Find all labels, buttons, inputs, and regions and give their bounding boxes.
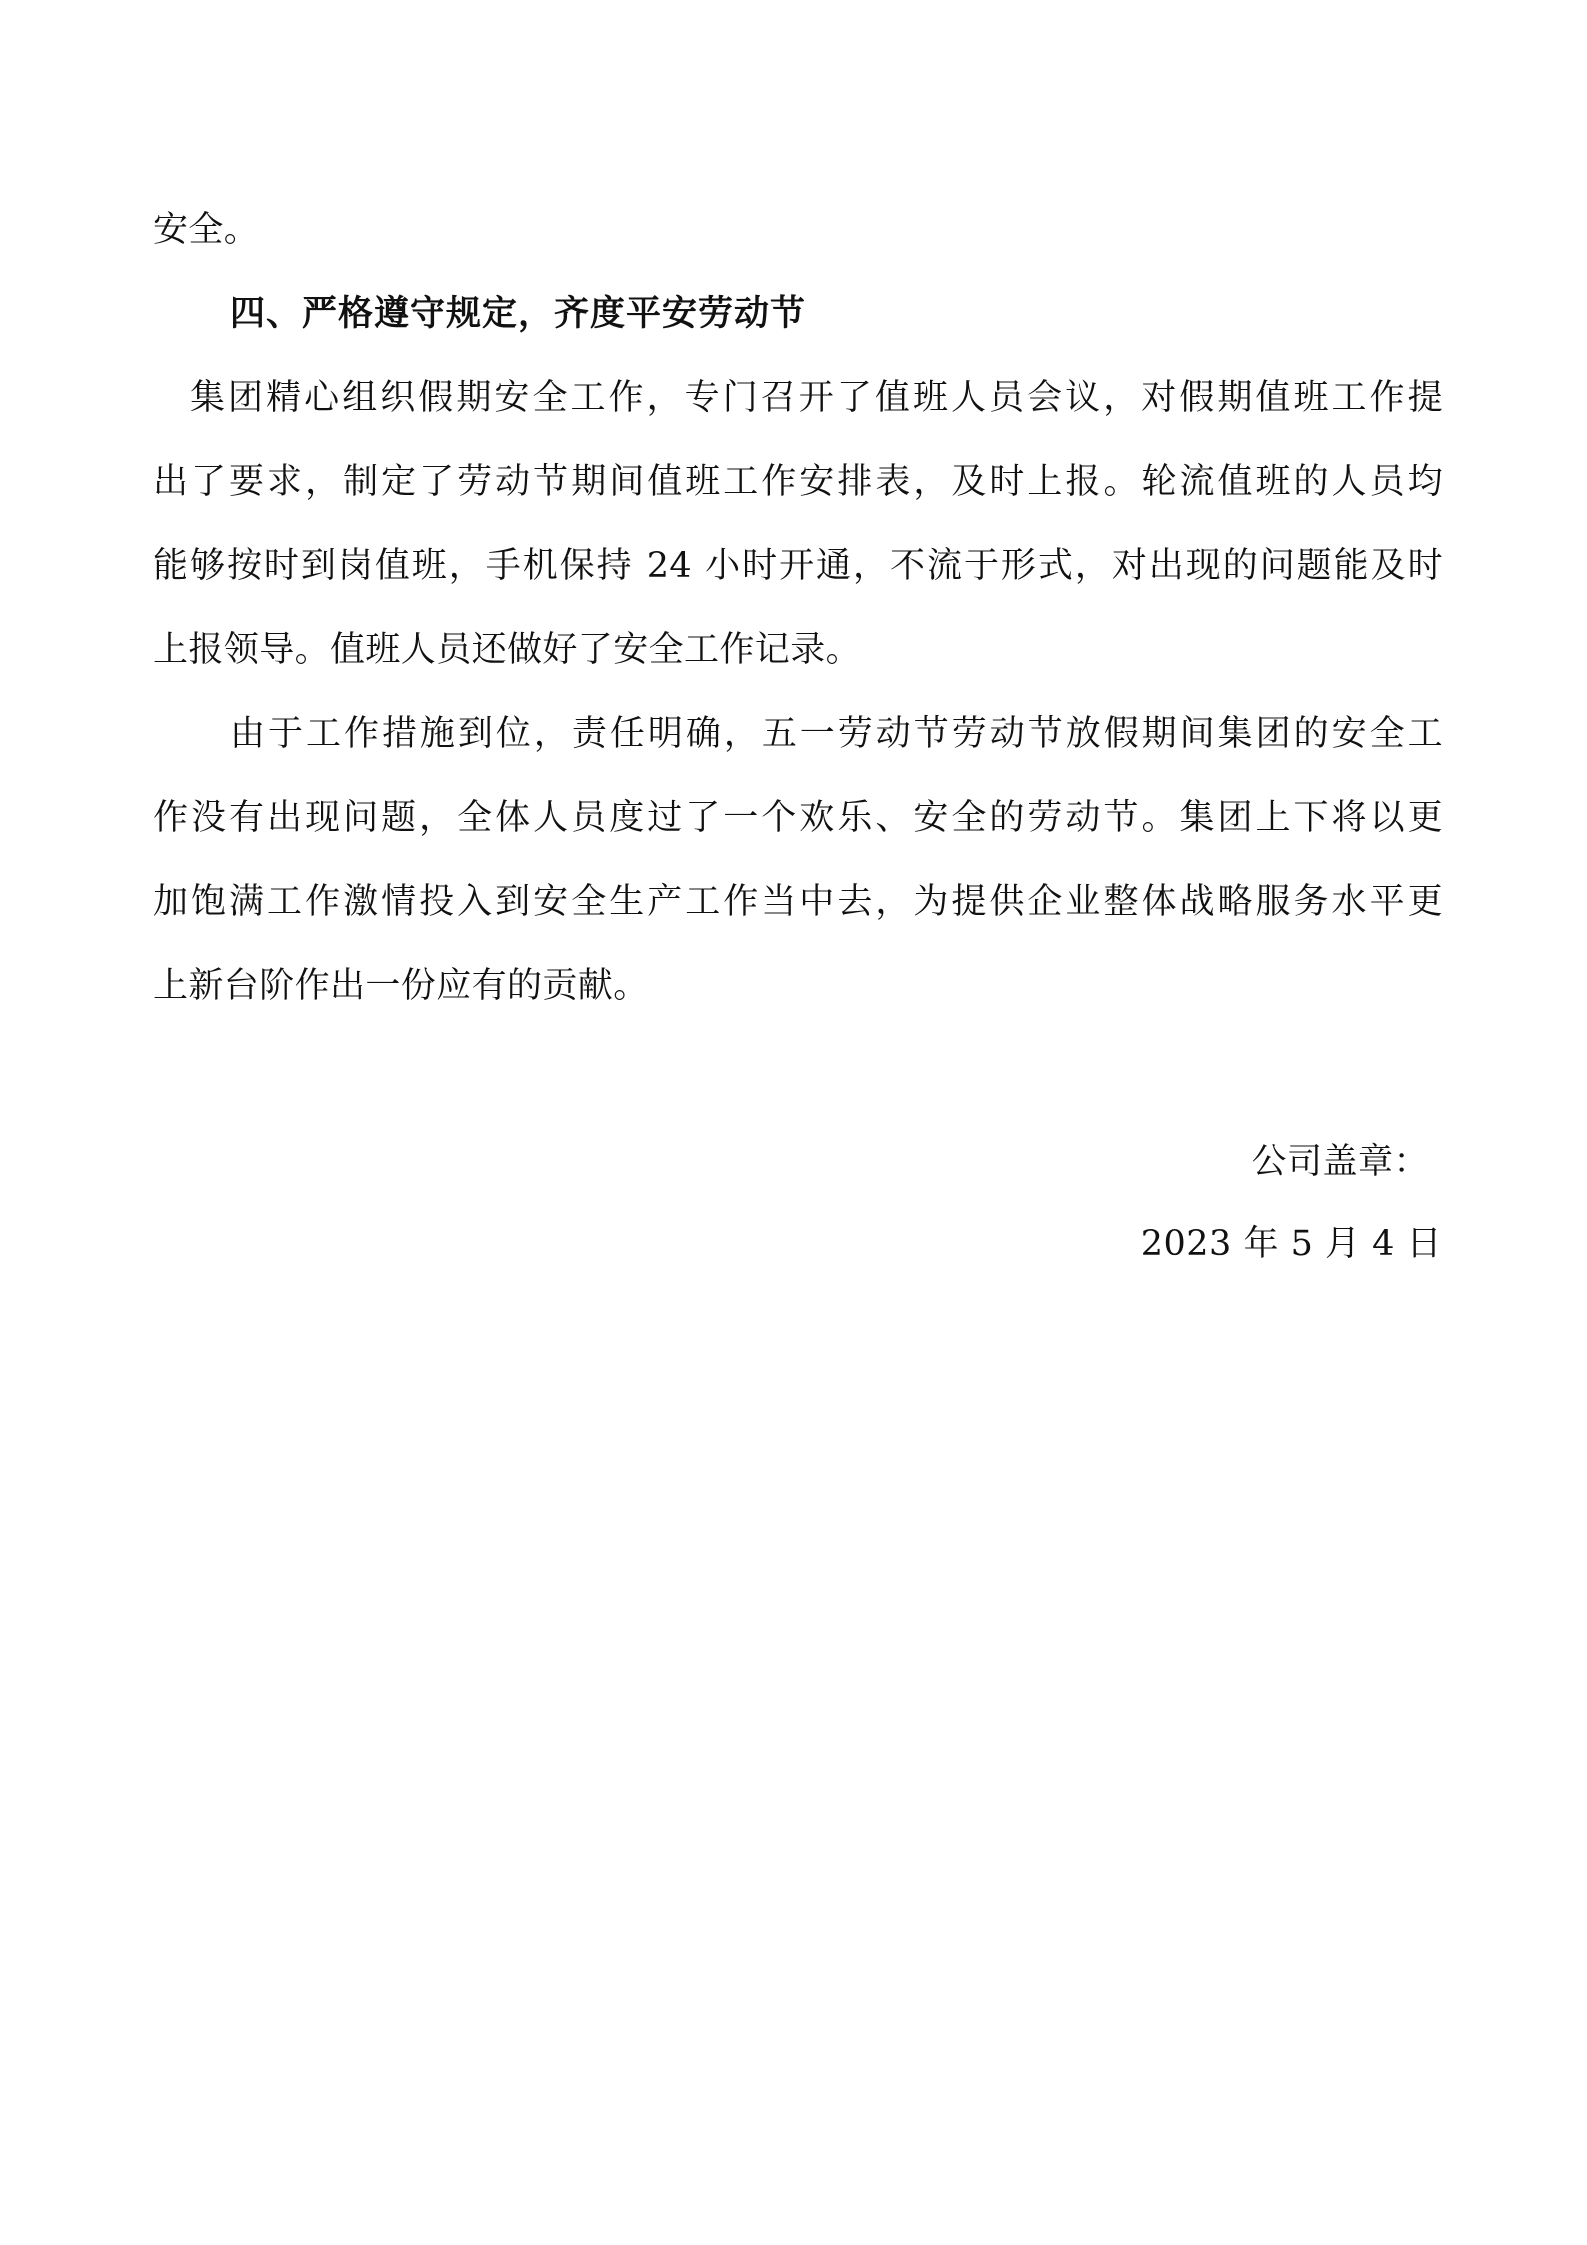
- continuation-text: 安全。: [153, 210, 260, 250]
- paragraph-1-line-3: 能够按时到岗值班，手机保持 24 小时开通，不流于形式，对出现的问题能及时: [153, 546, 1443, 586]
- paragraph-1-line-1: 集团精心组织假期安全工作，专门召开了值班人员会议，对假期值班工作提: [190, 378, 1443, 418]
- paragraph-2-line-3: 加饱满工作激情投入到安全生产工作当中去，为提供企业整体战略服务水平更: [153, 882, 1443, 922]
- paragraph-2-line-4: 上新台阶作出一份应有的贡献。: [153, 966, 649, 1006]
- paragraph-2-line-1: 由于工作措施到位，责任明确，五一劳动节劳动节放假期间集团的安全工: [230, 714, 1443, 754]
- section-heading: 四、严格遵守规定，齐度平安劳动节: [230, 293, 807, 334]
- seal-label: 公司盖章：: [1251, 1142, 1429, 1182]
- paragraph-2-line-2: 作没有出现问题，全体人员度过了一个欢乐、安全的劳动节。集团上下将以更: [153, 798, 1443, 838]
- document-date: 2023 年 5 月 4 日: [1140, 1224, 1442, 1264]
- paragraph-1-line-4: 上报领导。值班人员还做好了安全工作记录。: [153, 630, 862, 670]
- paragraph-1-line-2: 出了要求，制定了劳动节期间值班工作安排表，及时上报。轮流值班的人员均: [153, 462, 1443, 502]
